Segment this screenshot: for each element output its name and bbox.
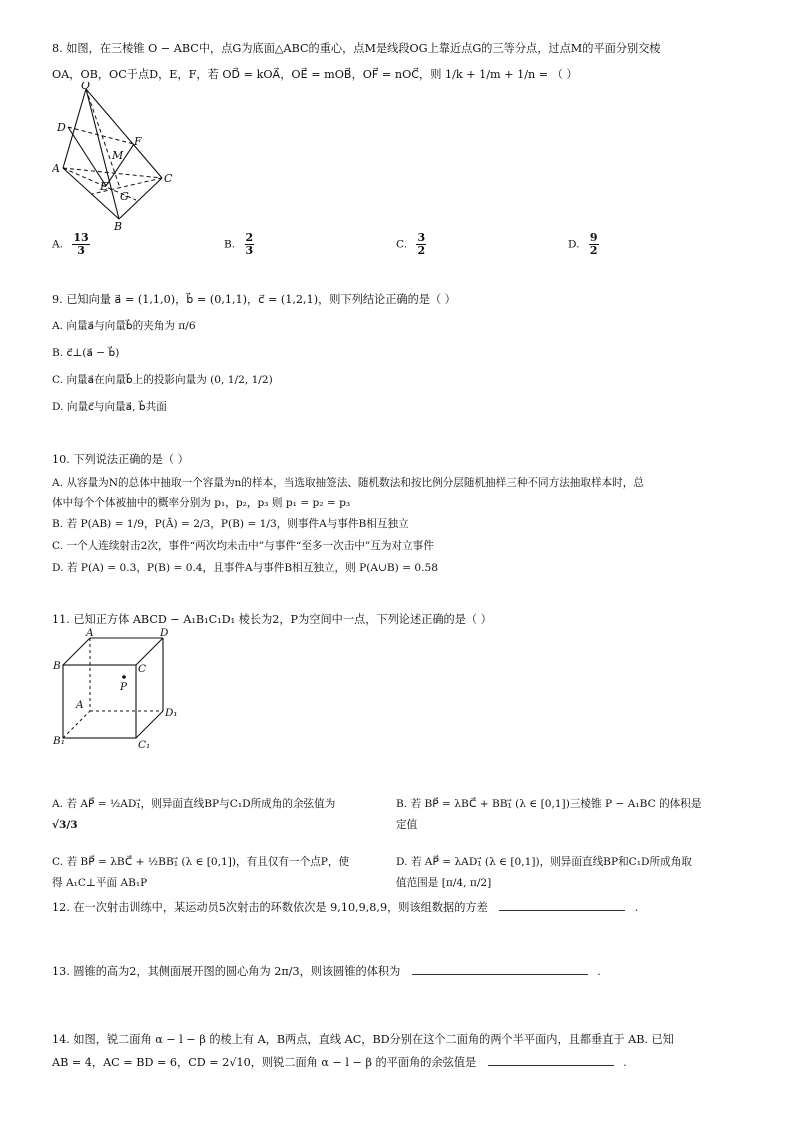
q11-option-b[interactable]: B. 若 BP⃗ = λBC⃗ + BB₁⃗ (λ ∈ [0,1])三棱锥 P − A₁BC 的体积是 定值 xyxy=(396,798,702,831)
question-11-stem: 11. 已知正方体 ABCD − A₁B₁C₁D₁ 棱长为2，P为空间中一点，下列论述正确的是（ ） xyxy=(52,613,492,626)
fig11-label-d: D xyxy=(160,628,169,639)
q10-option-a-cont: 体中每个个体被抽中的概率分别为 p₁，p₂，p₃ 则 p₁ = p₂ = p₃ xyxy=(52,497,351,509)
fig11-label-b: B xyxy=(53,660,61,672)
q9-option-b[interactable]: B. c⃗⊥(a⃗ − b⃗) xyxy=(52,347,120,359)
option-a[interactable]: A. $\frac{13}{3}$ xyxy=(52,231,89,257)
question-8 xyxy=(52,37,754,86)
option-b[interactable]: B. $\frac{2}{3}$ xyxy=(224,231,254,257)
question-8-options xyxy=(52,226,794,260)
question-13: 13. 圆锥的高为2，其侧面展开图的圆心角为 2π/3，则该圆锥的体积为 . xyxy=(52,960,754,983)
cube-figure xyxy=(50,628,180,756)
answer-blank-13[interactable] xyxy=(412,962,588,975)
answer-blank-14[interactable] xyxy=(488,1053,614,1066)
question-11-options xyxy=(52,794,794,898)
q10-option-d[interactable]: D. 若 P(A) = 0.3，P(B) = 0.4，且事件A与事件B相互独立，则 P(A∪B) = 0.58 xyxy=(52,562,438,574)
fig8-label-d: D xyxy=(57,121,66,134)
q10-option-a[interactable]: A. 从容量为N的总体中抽取一个容量为n的样本，当选取抽签法、随机数法和按比例分层随机抽样三种不同方法抽取样本时，总 xyxy=(52,477,644,489)
fig8-label-o: O xyxy=(81,82,91,92)
question-8-line-2: OA，OB，OC于点D，E，F，若 OD⃗ = kOA⃗，OE⃗ = mOB⃗，OF⃗ = nOC⃗，则 1/k + 1/m + 1/n = （ ） xyxy=(52,68,578,81)
q11-option-d[interactable]: D. 若 AP⃗ = λAD₁⃗ (λ ∈ [0,1])，则异面直线BP和C₁D所成角取 值范围是 [π/4, π/2] xyxy=(396,856,692,889)
fig8-label-g: G xyxy=(120,190,129,203)
fig11-label-a-inner: A xyxy=(76,699,84,711)
question-12: 12. 在一次射击训练中，某运动员5次射击的环数依次是 9,10,9,8,9，则该组数据的方差 . xyxy=(52,896,754,919)
fig11-label-d1: D₁ xyxy=(165,707,178,719)
fig11-label-c: C xyxy=(138,663,147,675)
q11-option-c[interactable]: C. 若 BP⃗ = λBC⃗ + ½BB₁⃗ (λ ∈ [0,1])，有且仅有一个点P，使 得 A₁C⊥平面 AB₁P xyxy=(52,856,350,889)
question-8-line-1: 8. 如图，在三棱锥 O − ABC中，点G为底面△ABC的重心，点M是线段OG上靠近点G的三等分点，过点M的平面分别交棱 xyxy=(52,42,661,55)
question-9-stem: 9. 已知向量 a⃗ = (1,1,0)，b⃗ = (0,1,1)，c⃗ = (1,2,1)，则下列结论正确的是（ ） xyxy=(52,293,456,306)
question-9 xyxy=(52,288,754,419)
fig8-label-c: C xyxy=(164,172,173,185)
question-14-line-1: 14. 如图，锐二面角 α − l − β 的棱上有 A，B两点，直线 AC，BD分别在这个二面角的两个半平面内，且都垂直于 AB. 已知 xyxy=(52,1033,674,1046)
question-12-stem: 12. 在一次射击训练中，某运动员5次射击的环数依次是 9,10,9,8,9，则该组数据的方差 xyxy=(52,901,488,914)
fig8-label-e: E xyxy=(100,180,109,193)
question-14-line-2: AB = 4，AC = BD = 6，CD = 2√10，则锐二面角 α − l − β 的平面角的余弦值是 xyxy=(52,1056,477,1069)
option-c[interactable]: C. $\frac{3}{2}$ xyxy=(396,231,426,257)
question-10-stem: 10. 下列说法正确的是（ ） xyxy=(52,453,189,466)
q10-option-c[interactable]: C. 一个人连续射击2次，事件“两次均未击中”与事件“至多一次击中”互为对立事件 xyxy=(52,540,434,552)
fig11-label-c1: C₁ xyxy=(138,739,151,751)
fig8-label-f: F xyxy=(134,135,142,148)
q10-option-b[interactable]: B. 若 P(AB) = 1/9，P(Ā) = 2/3，P(B) = 1/3，则事件A与事件B相互独立 xyxy=(52,518,409,530)
question-13-stem: 13. 圆锥的高为2，其侧面展开图的圆心角为 2π/3，则该圆锥的体积为 xyxy=(52,965,401,978)
answer-blank-12[interactable] xyxy=(499,898,625,911)
pyramid-figure xyxy=(52,82,182,232)
option-d[interactable]: D. $\frac{9}{2}$ xyxy=(568,231,598,257)
question-10 xyxy=(52,448,754,579)
q9-option-d[interactable]: D. 向量c⃗与向量a⃗, b⃗共面 xyxy=(52,401,167,413)
fig11-label-p: P xyxy=(120,681,128,693)
q9-option-a[interactable]: A. 向量a⃗与向量b⃗的夹角为 π/6 xyxy=(52,320,196,332)
q9-option-c[interactable]: C. 向量a⃗在向量b⃗上的投影向量为 (0, 1/2, 1/2) xyxy=(52,374,273,386)
question-14: 14. 如图，锐二面角 α − l − β 的棱上有 A，B两点，直线 AC，BD分别在这个二面角的两个半平面内，且都垂直于 AB. 已知 AB = 4，AC = BD = 6，CD = 2√10，则锐二面角 α − l − β 的平面角的余弦值是 . xyxy=(52,1028,754,1074)
fig11-label-a: A xyxy=(86,628,94,639)
fig8-label-b: B xyxy=(114,220,123,232)
fig8-label-a: A xyxy=(52,162,60,175)
q11-option-a[interactable]: A. 若 AP⃗ = ½AD₁⃗，则异面直线BP与C₁D所成角的余弦值为 √3/3 xyxy=(52,798,336,831)
fig8-label-m: M xyxy=(112,149,124,162)
fig11-label-b1: B₁ xyxy=(53,735,65,747)
